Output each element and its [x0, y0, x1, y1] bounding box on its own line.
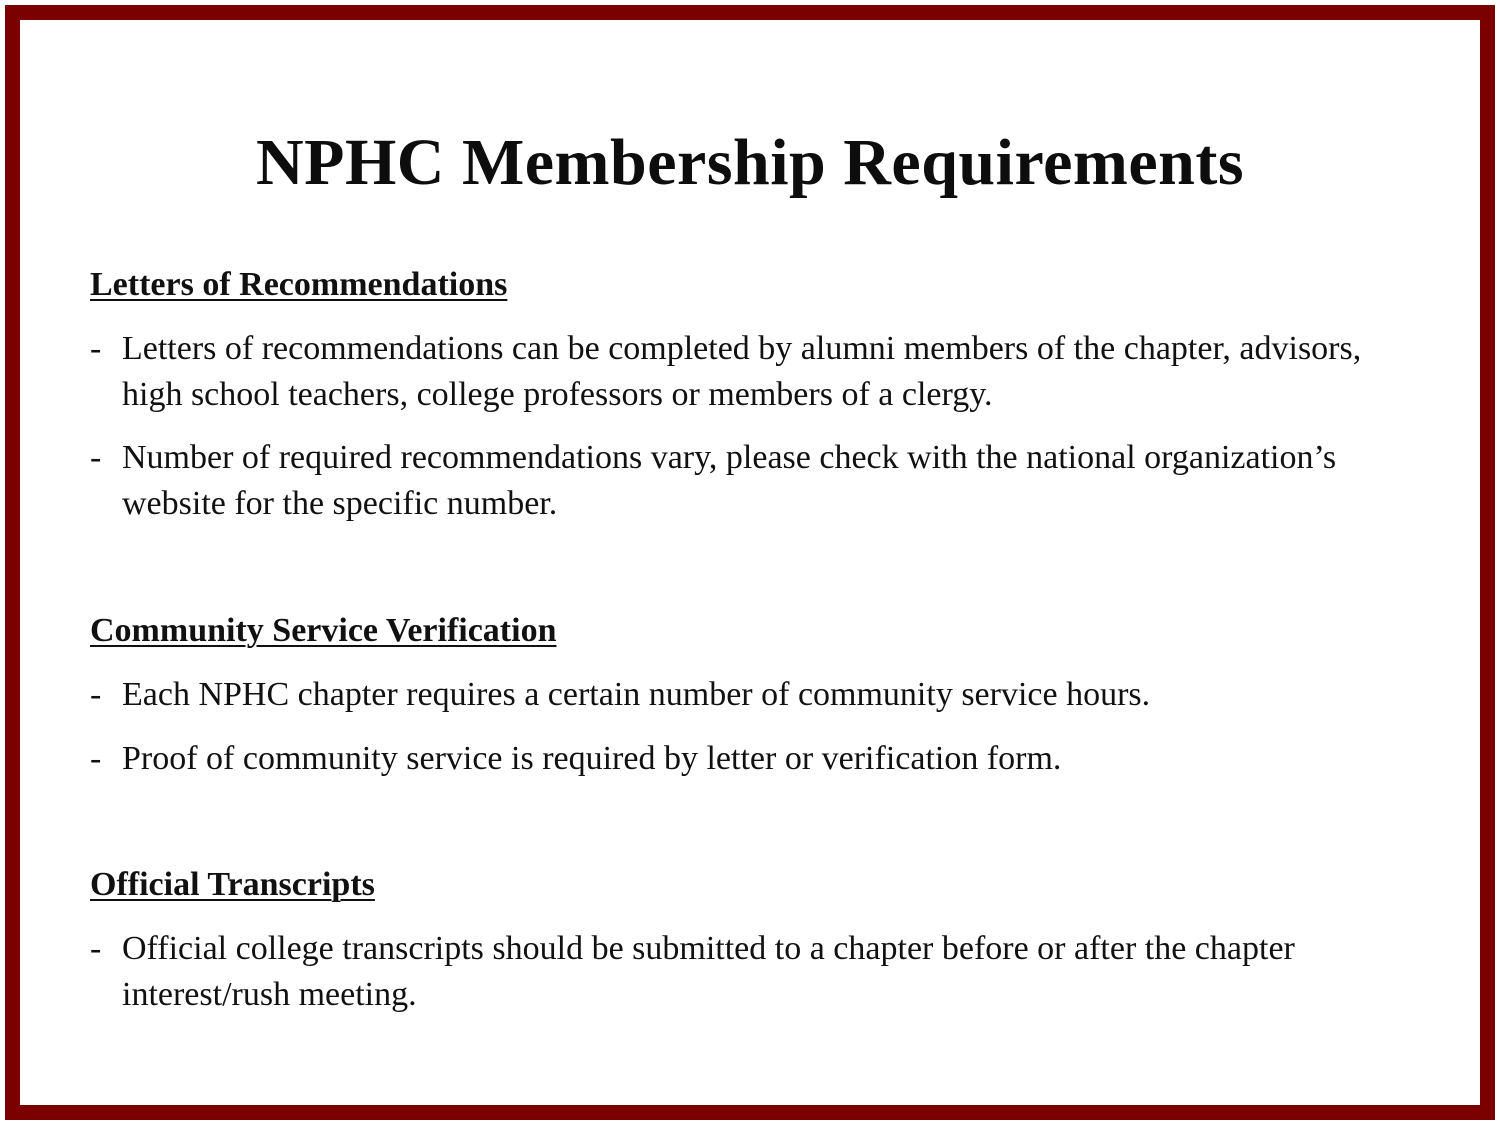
list-item — [90, 435, 1430, 527]
section-official-transcripts — [90, 865, 1430, 1018]
list-item — [90, 672, 1430, 718]
bullet-dash: - — [90, 676, 102, 713]
bullet-dash: - — [90, 740, 102, 777]
section-community-service-verification — [90, 611, 1430, 782]
bullet-dash: - — [90, 330, 102, 367]
list-item — [90, 326, 1430, 418]
list-item — [90, 926, 1430, 1018]
bullet-text: Number of required recommendations vary, please check with the national organization’s website for the specific number. — [122, 439, 1337, 522]
section-heading: Letters of Recommendations — [90, 266, 508, 303]
bullet-text: Official college transcripts should be submitted to a chapter before or after the chapter interest/rush meeting. — [122, 930, 1295, 1013]
bullet-text: Proof of community service is required by letter or verification form. — [122, 740, 1062, 777]
list-item — [90, 736, 1430, 782]
bullet-text: Letters of recommendations can be completed by alumni members of the chapter, advisors, high school teachers, college professors or members of a clergy. — [122, 330, 1362, 413]
bullet-dash: - — [90, 930, 102, 967]
bullet-dash: - — [90, 439, 102, 476]
bullet-text: Each NPHC chapter requires a certain number of community service hours. — [122, 676, 1151, 713]
section-heading: Official Transcripts — [90, 866, 375, 903]
section-letters-of-recommendations — [90, 265, 1430, 527]
page-title: NPHC Membership Requirements — [255, 126, 1244, 199]
slide-frame — [5, 5, 1495, 1120]
section-heading: Community Service Verification — [90, 612, 557, 649]
